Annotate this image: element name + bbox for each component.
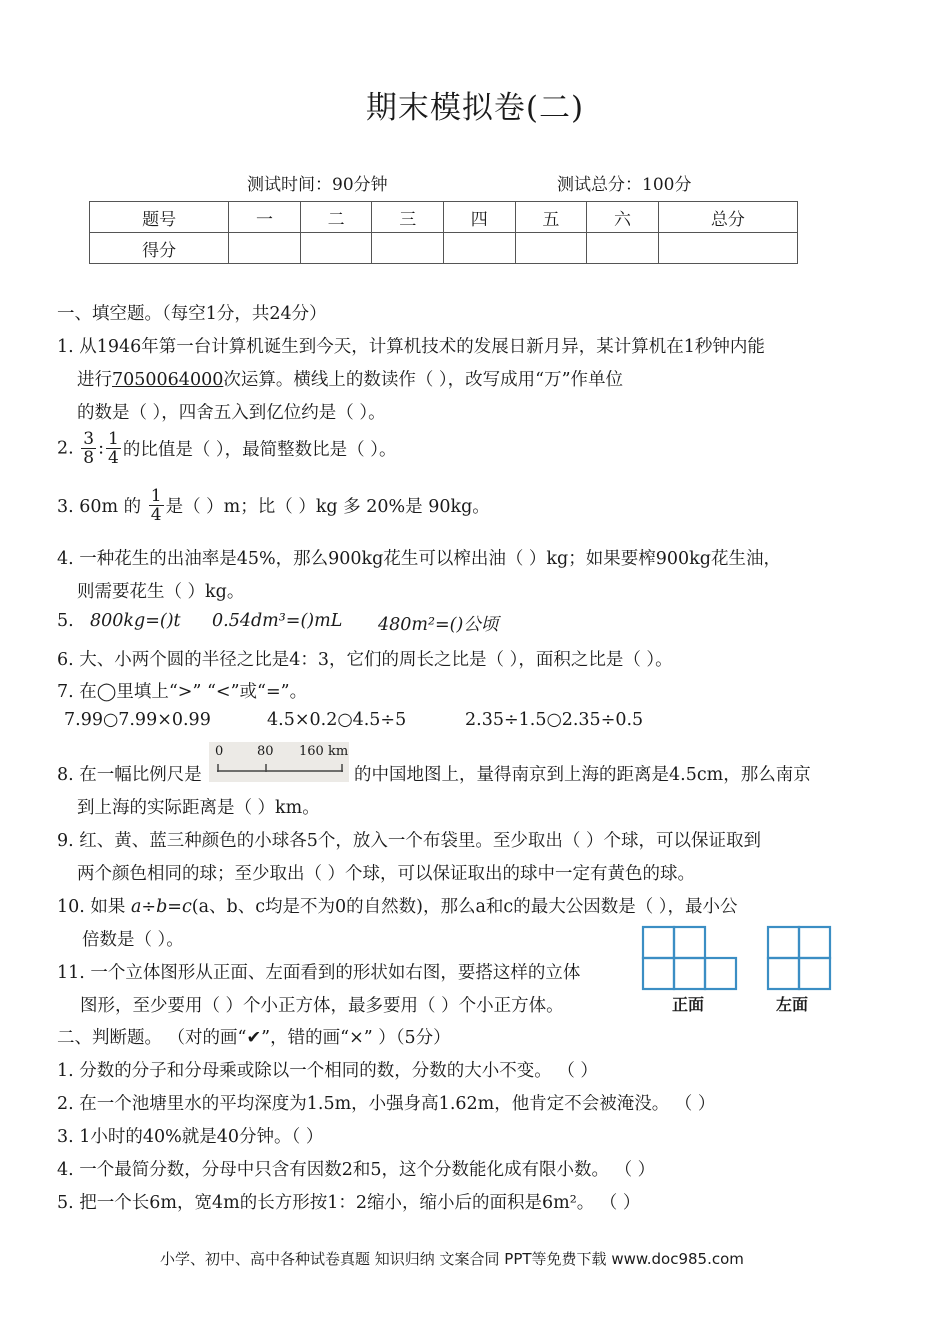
q1-line2-pre: 进行: [77, 370, 112, 390]
q7-a: 7.99○7.99×0.99: [64, 710, 211, 730]
q1-line3: 的数是（ ），四舍五入到亿位约是（ ）。: [77, 403, 386, 423]
q5-b: 0.54dm³=()mL: [212, 611, 343, 631]
q2-f1-num: 3: [83, 429, 95, 449]
score-cell[interactable]: [515, 233, 587, 264]
score-header-cell: 三: [372, 202, 444, 233]
q10-pre: 10. 如果: [57, 897, 126, 917]
q2-f1-den: 8: [83, 448, 95, 468]
judgement-item: 3. 1小时的40%就是40分钟。（ ）: [57, 1127, 324, 1147]
q3-f-num: 1: [150, 486, 162, 506]
judgement-item: 2. 在一个池塘里水的平均深度为1.5m，小强身高1.62m，他肯定不会被淹没。 （ ）: [57, 1094, 716, 1114]
score-cell[interactable]: [658, 233, 797, 264]
q7: 7. 在◯里填上“>” “<”或“=”。: [57, 682, 308, 702]
q3-fraction: [149, 487, 164, 524]
score-table-score-row: [90, 233, 798, 264]
q1-line1: 1. 从1946年第一台计算机诞生到今天，计算机技术的发展日新月异，某计算机在1秒钟内能: [57, 337, 765, 357]
q2-f2-num: 1: [108, 429, 119, 449]
q3: [57, 487, 490, 524]
section1-heading: 一、填空题。（每空1分，共24分）: [57, 304, 327, 324]
q2-colon: :: [98, 438, 105, 459]
test-total-score: 测试总分：100分: [557, 175, 692, 195]
q1-number: 7050064000: [112, 370, 224, 390]
score-cell[interactable]: [443, 233, 515, 264]
score-table: [89, 201, 798, 264]
q3-rest: 是（ ）m；比（ ）kg 多 20%是 90kg。: [165, 497, 490, 517]
q8-line2: 到上海的实际距离是（ ）km。: [77, 798, 320, 818]
q2-fraction-1: [81, 430, 96, 467]
q10-equation: a÷b=c: [130, 897, 192, 917]
score-header-cell: 二: [300, 202, 372, 233]
score-cell[interactable]: [229, 233, 301, 264]
q9-line1: 9. 红、黄、蓝三种颜色的小球各5个，放入一个布袋里。至少取出（ ）个球，可以保证取到: [57, 831, 761, 851]
score-table-header-row: [90, 202, 798, 233]
score-row-label: 得分: [90, 233, 229, 264]
q8-post: 的中国地图上，量得南京到上海的距离是4.5cm，那么南京: [354, 765, 811, 785]
q2: [57, 430, 396, 467]
score-header-cell: 一: [229, 202, 301, 233]
map-scale-bar: [209, 742, 349, 782]
front-view-figure: [640, 924, 740, 992]
score-header-cell: 题号: [90, 202, 229, 233]
q7-b: 4.5×0.2○4.5÷5: [267, 710, 407, 730]
score-header-cell: 总分: [658, 202, 797, 233]
test-time: 测试时间：90分钟: [247, 175, 388, 195]
q11-line1: 11. 一个立体图形从正面、左面看到的形状如右图，要搭这样的立体: [57, 963, 581, 983]
score-cell[interactable]: [372, 233, 444, 264]
score-header-cell: 五: [515, 202, 587, 233]
score-header-cell: 六: [587, 202, 659, 233]
q2-prefix: 2.: [57, 438, 74, 459]
page-title: 期末模拟卷(二): [365, 90, 585, 126]
q3-prefix: 3. 60m 的: [57, 497, 142, 517]
q8-pre: 8. 在一幅比例尺是: [57, 765, 202, 785]
q3-f-den: 4: [150, 505, 162, 525]
judgement-item: 4. 一个最简分数，分母中只含有因数2和5，这个分数能化成有限小数。 （ ）: [57, 1160, 656, 1180]
left-view-figure: [765, 924, 833, 992]
q2-f2-den: 4: [108, 448, 119, 468]
judgement-item: 5. 把一个长6m，宽4m的长方形按1：2缩小，缩小后的面积是6m²。 （ ）: [57, 1193, 641, 1213]
score-cell[interactable]: [587, 233, 659, 264]
scale-label-80: 80: [257, 744, 274, 759]
q4-line2: 则需要花生（ ）kg。: [77, 582, 245, 602]
q9-line2: 两个颜色相同的球；至少取出（ ）个球，可以保证取出的球中一定有黄色的球。: [77, 864, 696, 884]
q5-a: 800kg=()t: [90, 611, 181, 631]
left-view-label: 左面: [776, 995, 809, 1014]
q2-rest: 的比值是（ ），最简整数比是（ ）。: [122, 440, 397, 460]
scale-label-0: 0: [215, 744, 224, 759]
q10-line2: 倍数是（ ）。: [82, 930, 184, 950]
q10-line1: [57, 893, 738, 918]
q2-fraction-2: [106, 430, 121, 467]
q6: 6. 大、小两个圆的半径之比是4：3，它们的周长之比是（ ），面积之比是（ ）。: [57, 650, 673, 670]
q10-post: (a、b、c均是不为0的自然数)，那么a和c的最大公因数是（ ），最小公: [191, 897, 738, 917]
q5-prefix: 5.: [57, 611, 74, 631]
footer-text: 小学、初中、高中各种试卷真题 知识归纳 文案合同 PPT等免费下载 www.doc985.com: [160, 1250, 744, 1268]
score-cell[interactable]: [300, 233, 372, 264]
q5-c: 480m²=()公顷: [378, 615, 499, 635]
judgement-item: 1. 分数的分子和分母乘或除以一个相同的数，分数的大小不变。 （ ）: [57, 1061, 598, 1081]
section2-heading: 二、判断题。 （对的画“✔”，错的画“×” ）（5分）: [57, 1028, 451, 1048]
q1-line2: [77, 366, 623, 391]
q7-c: 2.35÷1.5○2.35÷0.5: [465, 710, 644, 730]
front-view-label: 正面: [672, 995, 705, 1014]
scale-label-160: 160 km: [299, 744, 349, 759]
score-header-cell: 四: [443, 202, 515, 233]
q11-line2: 图形，至少要用（ ）个小正方体，最多要用（ ）个小正方体。: [80, 996, 564, 1016]
q4-line1: 4. 一种花生的出油率是45%，那么900kg花生可以榨出油（ ）kg；如果要榨900kg花生油，: [57, 549, 781, 569]
q1-line2-post: 次运算。横线上的数读作（ ），改写成用“万”作单位: [223, 370, 624, 390]
